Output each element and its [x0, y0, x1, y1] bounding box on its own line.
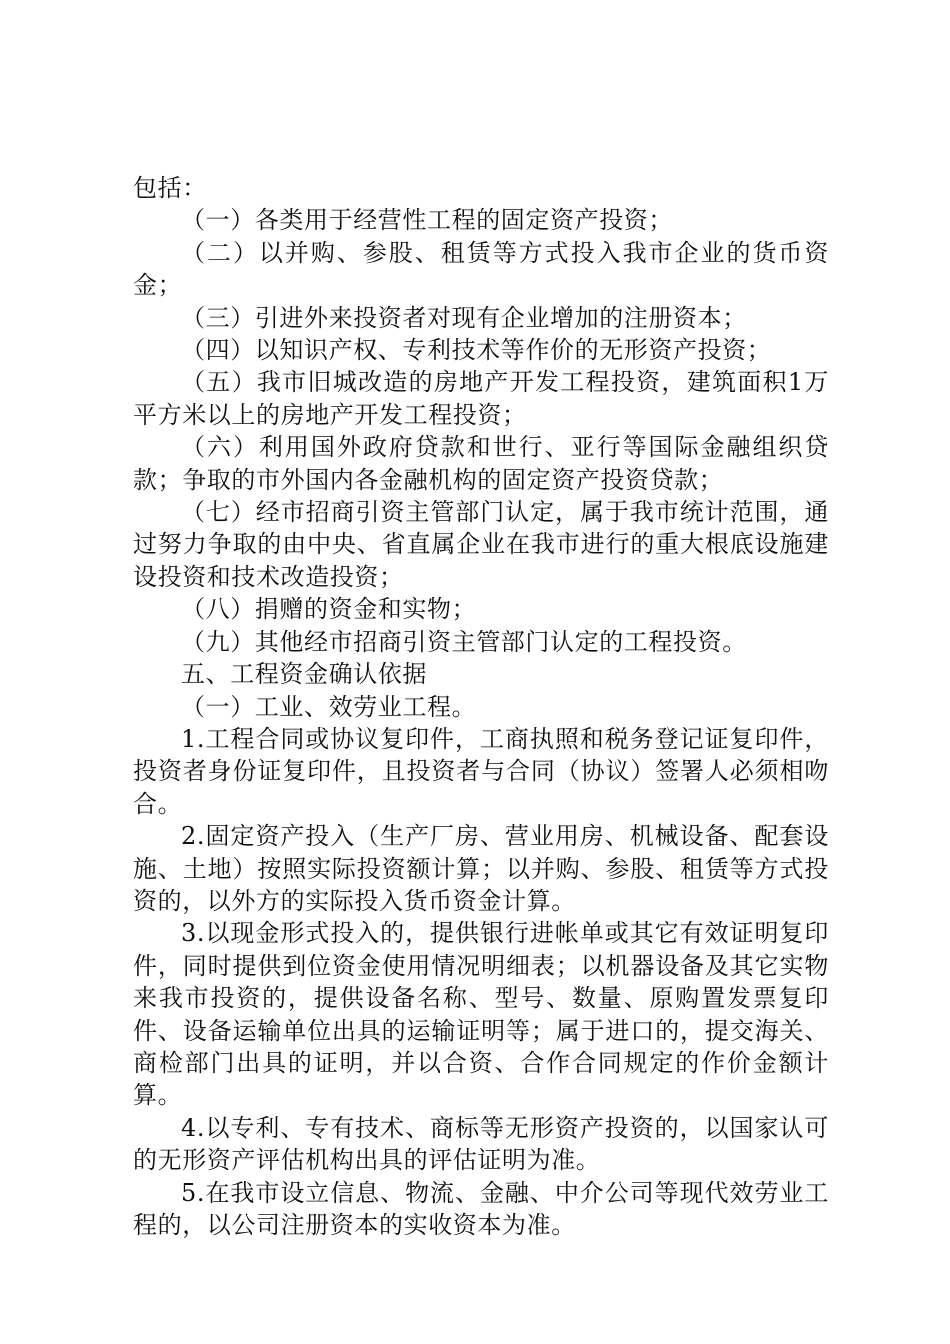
paragraph-item-6: （六）利用国外政府贷款和世行、亚行等国际金融组织贷款；争取的市外国内各金融机构的固定资产投资贷款；: [133, 433, 829, 494]
paragraph-rule-1: 1.工程合同或协议复印件，工商执照和税务登记证复印件，投资者身份证复印件，且投资者与合同（协议）签署人必须相吻合。: [133, 724, 829, 818]
paragraph-rule-5: 5.在我市设立信息、物流、金融、中介公司等现代效劳业工程的，以公司注册资本的实收资本为准。: [133, 1178, 829, 1239]
paragraph-rule-2: 2.固定资产投入（生产厂房、营业用房、机械设备、配套设施、土地）按照实际投资额计算；以并购、参股、租赁等方式投资的，以外方的实际投入货币资金计算。: [133, 822, 829, 915]
paragraph-rule-3: 3.以现金形式投入的，提供银行进帐单或其它有效证明复印件，同时提供到位资金使用情况明细表；以机器设备及其它实物来我市投资的，提供设备名称、型号、数量、原购置发票复印件、设备运输单位出具的运输证明等；属于进口的，提交海关、商检部门出具的证明，并以合资、合作合同规定的作价金额计算。: [133, 919, 829, 1110]
document-body: [133, 172, 829, 1241]
paragraph-rule-4: 4.以专利、专有技术、商标等无形资产投资的，以国家认可的无形资产评估机构出具的评估证明为准。: [133, 1113, 829, 1175]
paragraph-item-2: （二）以并购、参股、租赁等方式投入我市企业的货币资金；: [133, 238, 829, 300]
paragraph-intro: 包括：: [133, 174, 207, 202]
paragraph-item-3: （三）引进外来投资者对现有企业增加的注册资本；: [181, 303, 747, 332]
paragraph-item-8: （八）捐赠的资金和实物；: [181, 595, 477, 624]
paragraph-item-4: （四）以知识产权、专利技术等作价的无形资产投资；: [181, 336, 772, 365]
subsection-heading: （一）工业、效劳业工程。: [181, 692, 477, 721]
section-heading: 五、工程资金确认依据: [181, 660, 427, 689]
paragraph-item-9: （九）其他经市招商引资主管部门认定的工程投资。: [181, 627, 747, 656]
paragraph-item-7: （七）经市招商引资主管部门认定，属于我市统计范围，通过努力争取的由中央、省直属企业在我市进行的重大根底设施建设投资和技术改造投资；: [133, 498, 829, 591]
paragraph-item-5: （五）我市旧城改造的房地产开发工程投资，建筑面积1万平方米以上的房地产开发工程投资；: [133, 368, 829, 429]
paragraph-item-1: （一）各类用于经营性工程的固定资产投资；: [181, 206, 673, 235]
